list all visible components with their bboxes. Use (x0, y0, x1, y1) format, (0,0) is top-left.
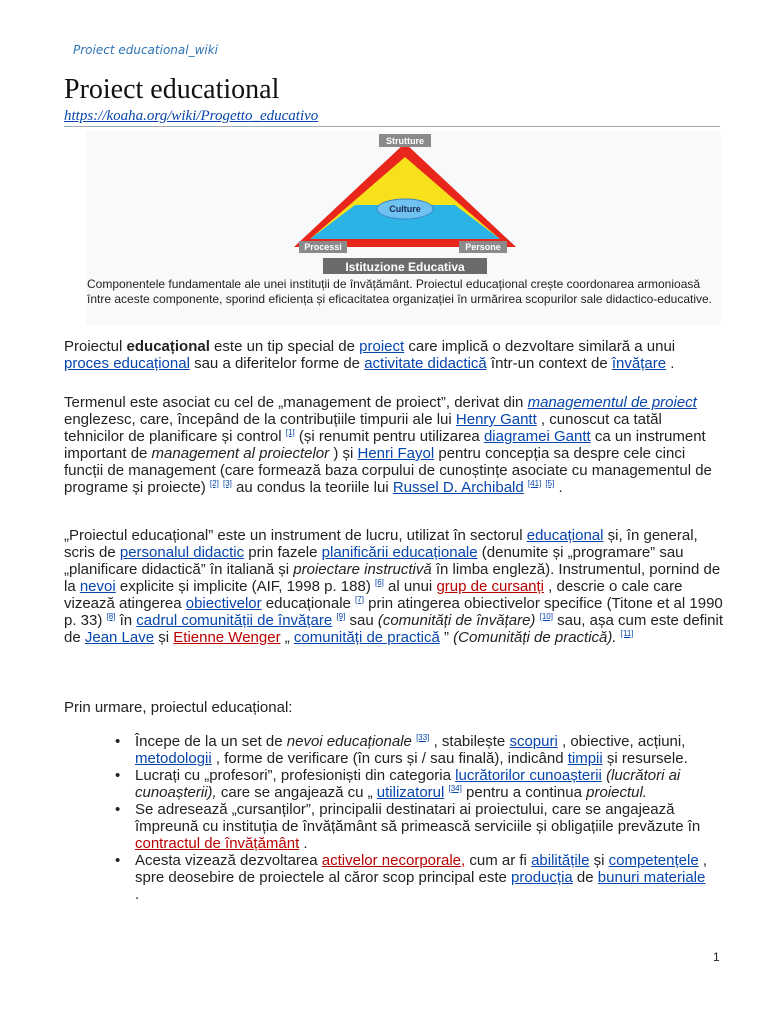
link-activitate-didactica[interactable]: activitate didactică (364, 355, 487, 372)
ref-3[interactable]: [3] (222, 479, 232, 488)
list-item: • Începe de la un set de nevoi educaționale [33] , stabilește scopuri , obiective, acțiuni, metodologii , forme de verificare (în curs și / sau finală), indicând timpii și resursele. (115, 733, 688, 767)
bullet: • (115, 852, 121, 869)
ref-7[interactable]: [7] (355, 595, 364, 604)
processi-label: Processi (304, 242, 342, 252)
ref-2[interactable]: [2] (209, 479, 219, 488)
strutture-label: Strutture (386, 136, 424, 146)
ref-11[interactable]: [11] (620, 629, 634, 638)
link-metodologii[interactable]: metodologii (135, 750, 212, 767)
objectives-list (112, 733, 712, 903)
link-timpii[interactable]: timpii (567, 750, 603, 767)
ref-1[interactable]: [1] (285, 428, 295, 437)
link-proces-educational[interactable]: proces educațional (64, 355, 190, 372)
link-cadrul-comunitatii[interactable]: cadrul comunității de învățare (136, 612, 333, 629)
link-abilitatile[interactable]: abilitățile (531, 852, 590, 869)
list-item: • Lucrați cu „profesori”, profesioniști din categoria lucrătorilor cunoașterii (lucrători ai cunoașterii), care se angajează cu „ utilizatorul [34] pentru a continua proiectul. (115, 767, 681, 801)
link-educational[interactable]: educațional (526, 527, 604, 544)
link-planificarii-educationale[interactable]: planificării educaționale (321, 544, 478, 561)
link-managementul-de-proiect[interactable]: managementul de proiect (527, 394, 697, 411)
page-title: Proiect educational (64, 74, 280, 105)
link-grup-de-cursanti[interactable]: grup de cursanți (436, 578, 545, 595)
title-divider (64, 126, 720, 127)
figure-caption: Componentele fundamentale ale unei instituții de învățământ. Proiectul educațional crește coordonarea armonioasă între aceste componente, sporind eficiența și eficacitatea organizației în urmărirea scopurilor sale didactico-educative. (87, 277, 712, 306)
link-utilizatorul[interactable]: utilizatorul (376, 784, 445, 801)
banner-label: Istituzione Educativa (345, 260, 465, 274)
triangle-diagram (290, 131, 520, 277)
link-personalul-didactic[interactable]: personalul didactic (119, 544, 245, 561)
link-henri-fayol[interactable]: Henri Fayol (357, 445, 435, 462)
ref-10[interactable]: [10] (539, 612, 553, 621)
ref-33[interactable]: [33] (416, 733, 430, 742)
paragraph-4: Prin urmare, proiectul educațional: (64, 699, 293, 716)
link-productia[interactable]: producția (511, 869, 573, 886)
link-diagramei-gantt[interactable]: diagramei Gantt (483, 428, 591, 445)
link-russel-archibald[interactable]: Russel D. Archibald (392, 479, 524, 496)
paragraph-3: „Proiectul educațional” este un instrument de lucru, utilizat în sectorul educațional și, în general, scris de personalul didactic prin fazele planificării educaționale (denumite și „programare” sau „planificare didactică” în italiană și proiectare instructivă în limba engleză). Instrumentul, pornind de la nevoi explicite și implicite (AIF, 1998 p. 188) [6] al unui grup de cursanți , descrie o cale care vizează atingerea obiectivelor educaționale [7] prin atingerea obiectivelor specifice (Titone et al 1990 p. 33) [8] în cadrul comunității de învățare [9] sau (comunități de învățare) [10] sau, așa cum este definit de Jean Lave și Etienne Wenger „ comunități de practică ” (Comunități de practică). [11] (64, 527, 724, 646)
link-competentele[interactable]: competențele (608, 852, 699, 869)
link-etienne-wenger[interactable]: Etienne Wenger (173, 629, 281, 646)
paragraph-1: Proiectul educațional este un tip special de proiect care implică o dezvoltare similară a unui proces educațional sau a diferitelor forme de activitate didactică într-un context de învățare . (64, 338, 676, 372)
list-item: • Se adresează „cursanților”, principalii destinatari ai proiectului, care se angajează împreună cu instituția de învățământ să primească serviciile și obligațiile prevăzute în contractul de învățământ . (115, 801, 701, 852)
ref-41[interactable]: [41] (527, 479, 542, 488)
bullet: • (115, 767, 121, 784)
link-scopuri[interactable]: scopuri (509, 733, 558, 750)
link-jean-lave[interactable]: Jean Lave (84, 629, 155, 646)
bullet: • (115, 733, 121, 750)
link-obiectivelor[interactable]: obiectivelor (185, 595, 262, 612)
link-proiect[interactable]: proiect (359, 338, 405, 355)
ref-9[interactable]: [9] (336, 612, 346, 621)
link-contractul-de-invatamant[interactable]: contractul de învățământ (135, 835, 300, 852)
link-nevoi[interactable]: nevoi (79, 578, 116, 595)
culture-label: Culture (389, 204, 421, 214)
bullet: • (115, 801, 121, 818)
paragraph-2: Termenul este asociat cu cel de „management de proiect”, derivat din managementul de proiect englezesc, care, începând de la contribuțiile timpurii ale lui Henry Gantt , cunoscut ca tatăl tehnicilor de planificare și control [1] (și renumit pentru utilizarea diagramei Gantt ca un instrument important de management al proiectelor ) și Henri Fayol pentru concepția sa despre cele cinci funcții de management (care formează baza corpului de cunoștințe asociate cu managementul de programe și proiecte) [2] [3] au condus la teoriile lui Russel D. Archibald [41] [5] . (64, 394, 712, 496)
ref-5[interactable]: [5] (545, 479, 555, 488)
page-number: 1 (713, 950, 720, 964)
link-comunitati-de-practica[interactable]: comunități de practică (293, 629, 440, 646)
link-bunuri-materiale[interactable]: bunuri materiale (597, 869, 706, 886)
link-lucratorilor-cunoasterii[interactable]: lucrătorilor cunoașterii (455, 767, 602, 784)
ref-34[interactable]: [34] (448, 784, 462, 793)
link-activelor-necorporale[interactable]: activelor necorporale, (321, 852, 466, 869)
source-url-link[interactable]: https://koaha.org/wiki/Progetto_educativo (64, 108, 319, 124)
link-invatare[interactable]: învățare (611, 355, 667, 372)
ref-8[interactable]: [8] (106, 612, 116, 621)
running-header: Proiect educational_wiki (73, 43, 219, 57)
persone-label: Persone (465, 242, 501, 252)
list-item: • Acesta vizează dezvoltarea activelor necorporale, cum ar fi abilitățile și competențele , spre deosebire de proiectele al căror scop principal este producția de bunuri materiale . (115, 852, 708, 903)
link-henry-gantt[interactable]: Henry Gantt (455, 411, 537, 428)
ref-6[interactable]: [6] (374, 578, 384, 587)
